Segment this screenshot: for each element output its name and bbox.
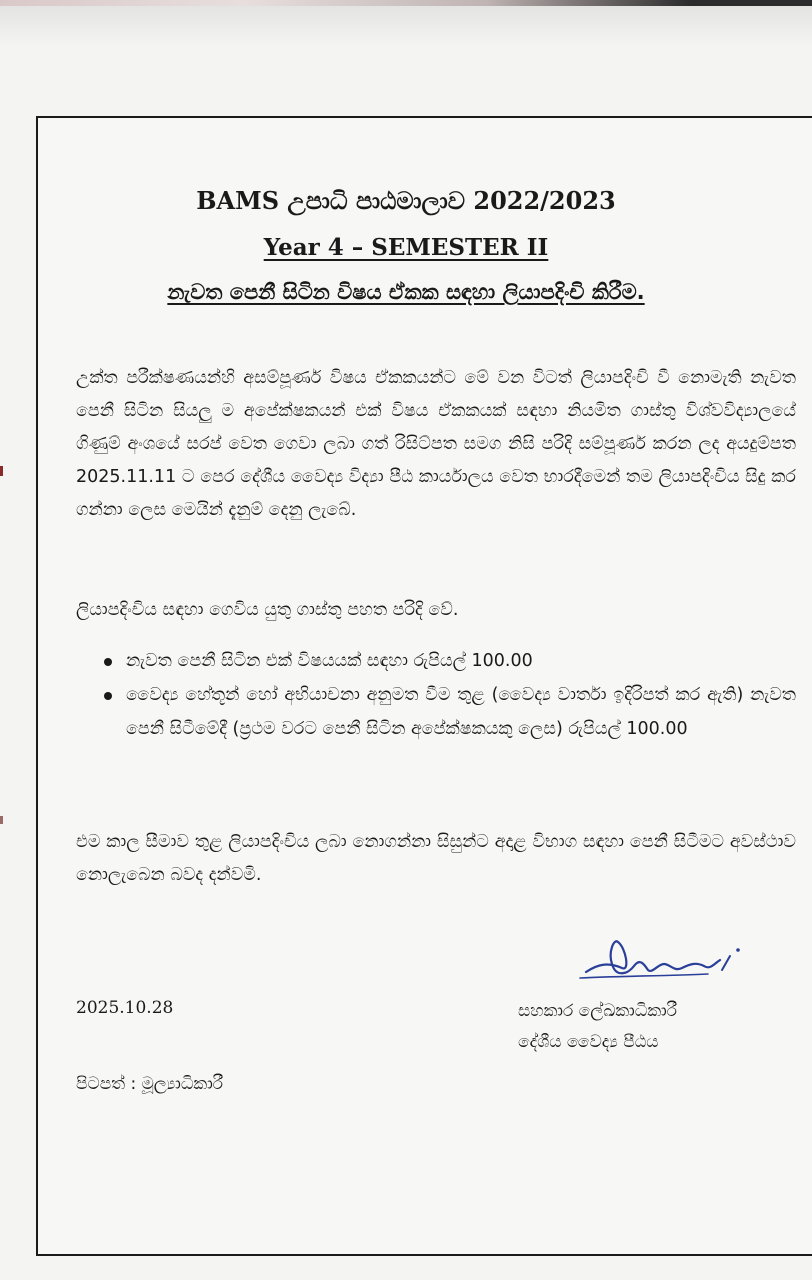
notice-heading [0, 280, 812, 305]
signatory-block [518, 996, 677, 1058]
semester-heading: Year 4 – SEMESTER II [263, 234, 549, 261]
edge-mark [0, 466, 3, 476]
paragraph-fees-intro: ලියාපදිංචිය සඳහා ගෙවිය යුතු ගාස්තු පහත පරිදි වේ. [76, 600, 459, 620]
fee-item: නැවත පෙනී සිටින එක් විෂයයක් සඳහා රුපියල් 100.00 [100, 644, 796, 678]
copy-to: පිටපත් : මූල්‍යාධිකාරී [76, 1074, 224, 1094]
handwritten-signature [578, 934, 748, 990]
signatory-faculty: දේශීය වෛද්‍ය පීඨය [518, 1032, 659, 1052]
paragraph-deadline-warning: එම කාල සීමාව තුළ ලියාපදිංචිය ලබා නොගන්නා සිසුන්ට අදාළ විභාග සඳහා පෙනී සිටීමට අවස්ථාව නොලැබෙන බවද දන්වමි. [76, 832, 796, 885]
photo-shadow [0, 6, 812, 46]
fees-list [100, 644, 796, 746]
document-title: BAMS උපාධි පාඨමාලාව 2022/2023 [196, 186, 616, 215]
paragraph-registration-notice: උක්ත පරීක්ෂණයන්හි අසම්පූර්ණ විෂය ඒකකයන්ට මේ වන විටත් ලියාපදිංචි වී නොමැති නැවත පෙනී සිටින සියලු ම අපේක්ෂකයන් එක් විෂය ඒකකයක් සඳහා නියමිත ගාස්තු විශ්වවිද්‍යාලයේ ගිණුම් අංශයේ සරප් වෙත ගෙවා ලබා ගත් රිසිට්පත සමග නිසි පරිදි සම්පූර්ණ කරන ලද අයදුම්පත 2025.11.11 ට පෙර දේශීය වෛද්‍ය විද්‍යා පීඨ කාර්යාලය වෙත භාරදීමෙන් තම ලියාපදිංචිය සිදු කර ගන්නා ලෙස මෙයින් දැනුම් දෙනු ලැබේ. [76, 368, 796, 520]
document-subtitle [0, 234, 812, 261]
signatory-title: සහකාර ලේඛකාධිකාරී [518, 1001, 678, 1021]
edge-mark [0, 816, 3, 824]
document-date: 2025.10.28 [76, 998, 174, 1018]
fee-item: වෛද්‍ය හේතූන් හෝ අභියාචනා අනුමත වීම තුළ (වෛද්‍ය වාර්තා ඉදිරිපත් කර ඇති) නැවත පෙනී සිටීමේදී (ප්‍රථම වරට පෙනී සිටින අපේක්ෂකයකු ලෙස) රුපියල් 100.00 [100, 678, 796, 746]
notice-heading-text: නැවත පෙනී සිටින විෂය ඒකක සඳහා ලියාපදිංචි කිරීම. [167, 280, 645, 304]
